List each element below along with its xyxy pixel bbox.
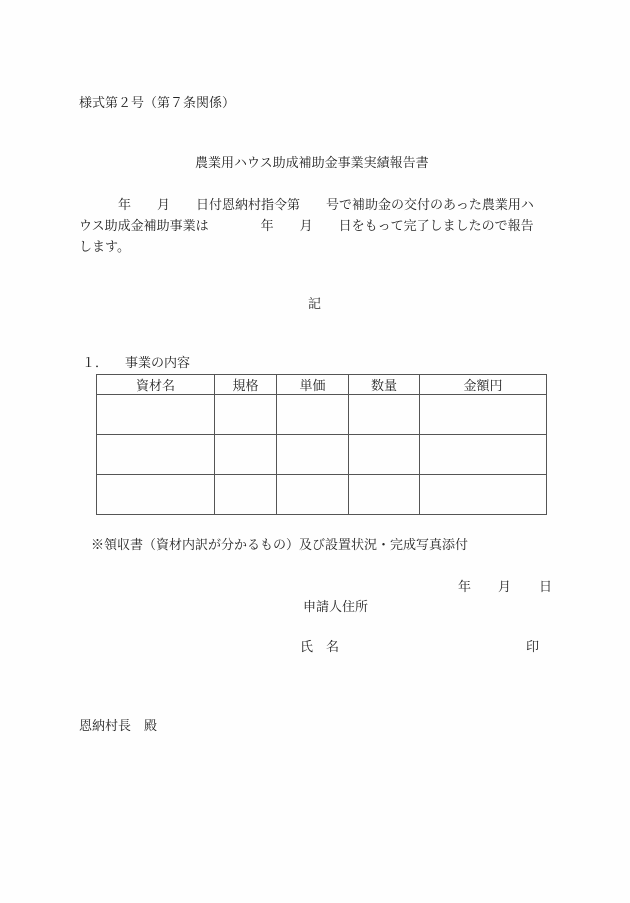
date-month-label: 月 xyxy=(498,580,512,595)
table-row xyxy=(97,435,547,475)
table-row xyxy=(97,475,547,515)
table-header-row xyxy=(97,375,547,395)
applicant-name-label-1: 氏 xyxy=(300,640,314,655)
header-unit-price: 単価 xyxy=(277,375,349,395)
header-quantity: 数量 xyxy=(349,375,420,395)
applicant-name-label-2: 名 xyxy=(326,640,340,655)
table-cell[interactable] xyxy=(349,395,420,435)
table-cell[interactable] xyxy=(277,435,349,475)
table-cell[interactable] xyxy=(277,475,349,515)
section-number: １． xyxy=(82,356,109,371)
table-cell[interactable] xyxy=(420,475,547,515)
header-spec: 規格 xyxy=(215,375,277,395)
applicant-address-label: 申請人住所 xyxy=(303,600,369,615)
table-cell[interactable] xyxy=(420,395,547,435)
section-label: 事業の内容 xyxy=(125,356,191,371)
header-material-name: 資材名 xyxy=(97,375,215,395)
table-cell[interactable] xyxy=(349,435,420,475)
document-title: 農業用ハウス助成補助金事業実績報告書 xyxy=(195,156,429,171)
paragraph-line: 年 月 日付恩納村指令第 号で補助金の交付のあった農業用ハ xyxy=(79,198,534,213)
table-cell[interactable] xyxy=(97,395,215,435)
table-cell[interactable] xyxy=(97,435,215,475)
report-paragraph xyxy=(79,195,554,258)
table-cell[interactable] xyxy=(215,395,277,435)
table-cell[interactable] xyxy=(215,435,277,475)
paragraph-line: します。 xyxy=(79,240,130,255)
table-cell[interactable] xyxy=(349,475,420,515)
table-cell[interactable] xyxy=(277,395,349,435)
addressee: 恩納村長 殿 xyxy=(79,719,158,734)
header-amount: 金額円 xyxy=(420,375,547,395)
form-number: 様式第２号（第７条関係） xyxy=(79,96,236,111)
materials-table xyxy=(96,374,547,515)
table-cell[interactable] xyxy=(215,475,277,515)
seal-mark: 印 xyxy=(526,640,540,655)
attachment-note: ※領収書（資材内訳が分かるもの）及び設置状況・完成写真添付 xyxy=(91,538,469,553)
table-cell[interactable] xyxy=(97,475,215,515)
paragraph-line: ウス助成金補助事業は 年 月 日をもって完了しましたので報告 xyxy=(79,219,534,234)
date-year-label: 年 xyxy=(458,580,472,595)
ki-heading: 記 xyxy=(308,297,322,312)
date-day-label: 日 xyxy=(539,580,553,595)
table-cell[interactable] xyxy=(420,435,547,475)
table-row xyxy=(97,395,547,435)
